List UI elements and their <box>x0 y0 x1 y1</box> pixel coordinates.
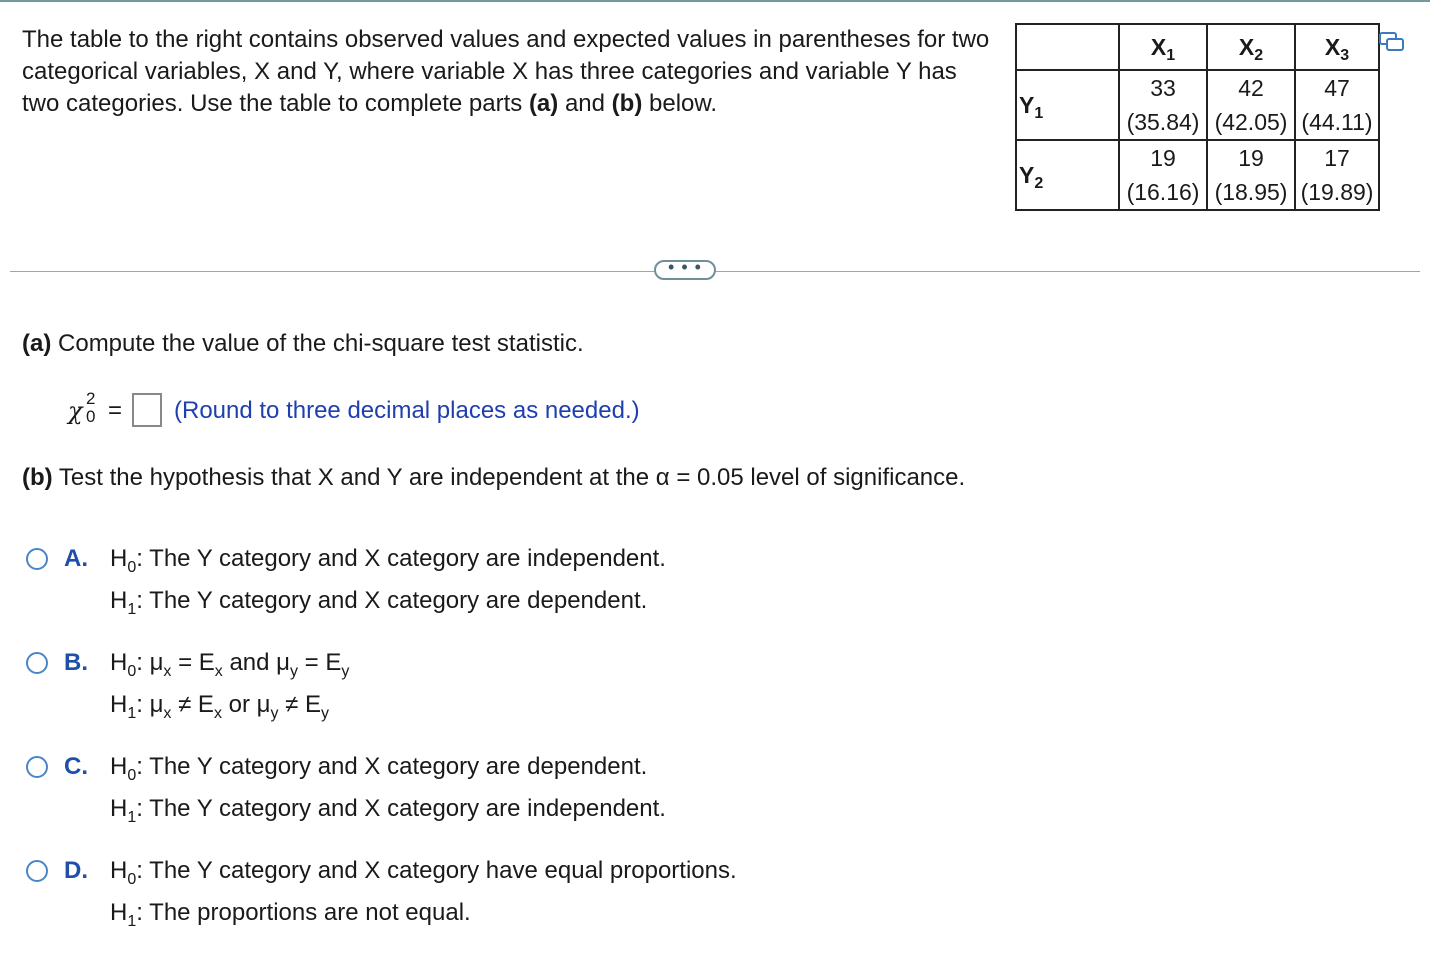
table-cell: 17 (19.89) <box>1295 140 1379 210</box>
chi-superscript: 2 <box>86 389 96 408</box>
option-a-h0: $H_0$: The Y category and X category are independent. <box>110 545 666 576</box>
table-cell: 42 (42.05) <box>1207 70 1295 140</box>
more-options-button[interactable]: • • • <box>654 260 716 280</box>
col-header-x1: $X_1$ <box>1119 24 1207 70</box>
equals-sign: = <box>108 397 123 424</box>
option-a-h1: $H_1$: The Y category and X category are dependent. <box>110 587 648 618</box>
intro-and: and <box>558 90 612 117</box>
problem-intro <box>22 24 997 120</box>
chi-square-answer-input[interactable] <box>132 393 162 427</box>
intro-end: below. <box>642 90 718 117</box>
contingency-table <box>1015 23 1380 211</box>
chi-subscript: 0 <box>86 407 96 426</box>
top-border <box>0 0 1430 2</box>
col-header-x2: $X_2$ <box>1207 24 1295 70</box>
option-c-letter: C. <box>64 753 88 780</box>
intro-part-b: (b) <box>611 90 643 117</box>
table-cell: 19 (18.95) <box>1207 140 1295 210</box>
table-corner <box>1016 24 1119 70</box>
option-a-letter: A. <box>64 545 88 572</box>
option-b-letter: B. <box>64 649 88 676</box>
chi-symbol: χ <box>68 397 83 425</box>
option-a-radio[interactable] <box>26 548 48 570</box>
part-a-prompt: (a) Compute the value of the chi-square test statistic. <box>22 330 584 357</box>
intro-part-a: (a) <box>528 90 559 117</box>
table-cell: 19 (16.16) <box>1119 140 1207 210</box>
option-c-radio[interactable] <box>26 756 48 778</box>
row-header-y1: $Y_1$ <box>1016 70 1119 140</box>
option-b-radio[interactable] <box>26 652 48 674</box>
col-header-x3: $X_3$ <box>1295 24 1379 70</box>
option-c-h0: $H_0$: The Y category and X category are dependent. <box>110 753 648 784</box>
copy-table-icon[interactable] <box>1378 31 1406 53</box>
table-cell: 33 (35.84) <box>1119 70 1207 140</box>
table-cell: 47 (44.11) <box>1295 70 1379 140</box>
rounding-hint: (Round to three decimal places as needed.) <box>174 397 640 424</box>
intro-text: The table to the right contains observed values and expected values in parentheses for two categorical variables, X and Y, where variable X has three categories and variable Y has two categories. Use the table to complete parts <box>22 26 990 117</box>
option-d-h1: $H_1$: The proportions are not equal. <box>110 899 471 930</box>
option-d-h0: $H_0$: The Y category and X category have equal proportions. <box>110 857 737 888</box>
option-d-letter: D. <box>64 857 88 884</box>
row-header-y2: $Y_2$ <box>1016 140 1119 210</box>
option-b-h0: $H_0$: $\mu_x = E_x$ and $\mu_y = E_y$ <box>110 649 350 680</box>
option-b-h1: $H_1$: $\mu_x \ne E_x$ or $\mu_y \ne E_y$ <box>110 691 329 722</box>
option-c-h1: $H_1$: The Y category and X category are independent. <box>110 795 666 826</box>
part-b-prompt: (b) Test the hypothesis that X and Y are independent at the α = 0.05 level of significance. <box>22 464 966 491</box>
option-d-radio[interactable] <box>26 860 48 882</box>
